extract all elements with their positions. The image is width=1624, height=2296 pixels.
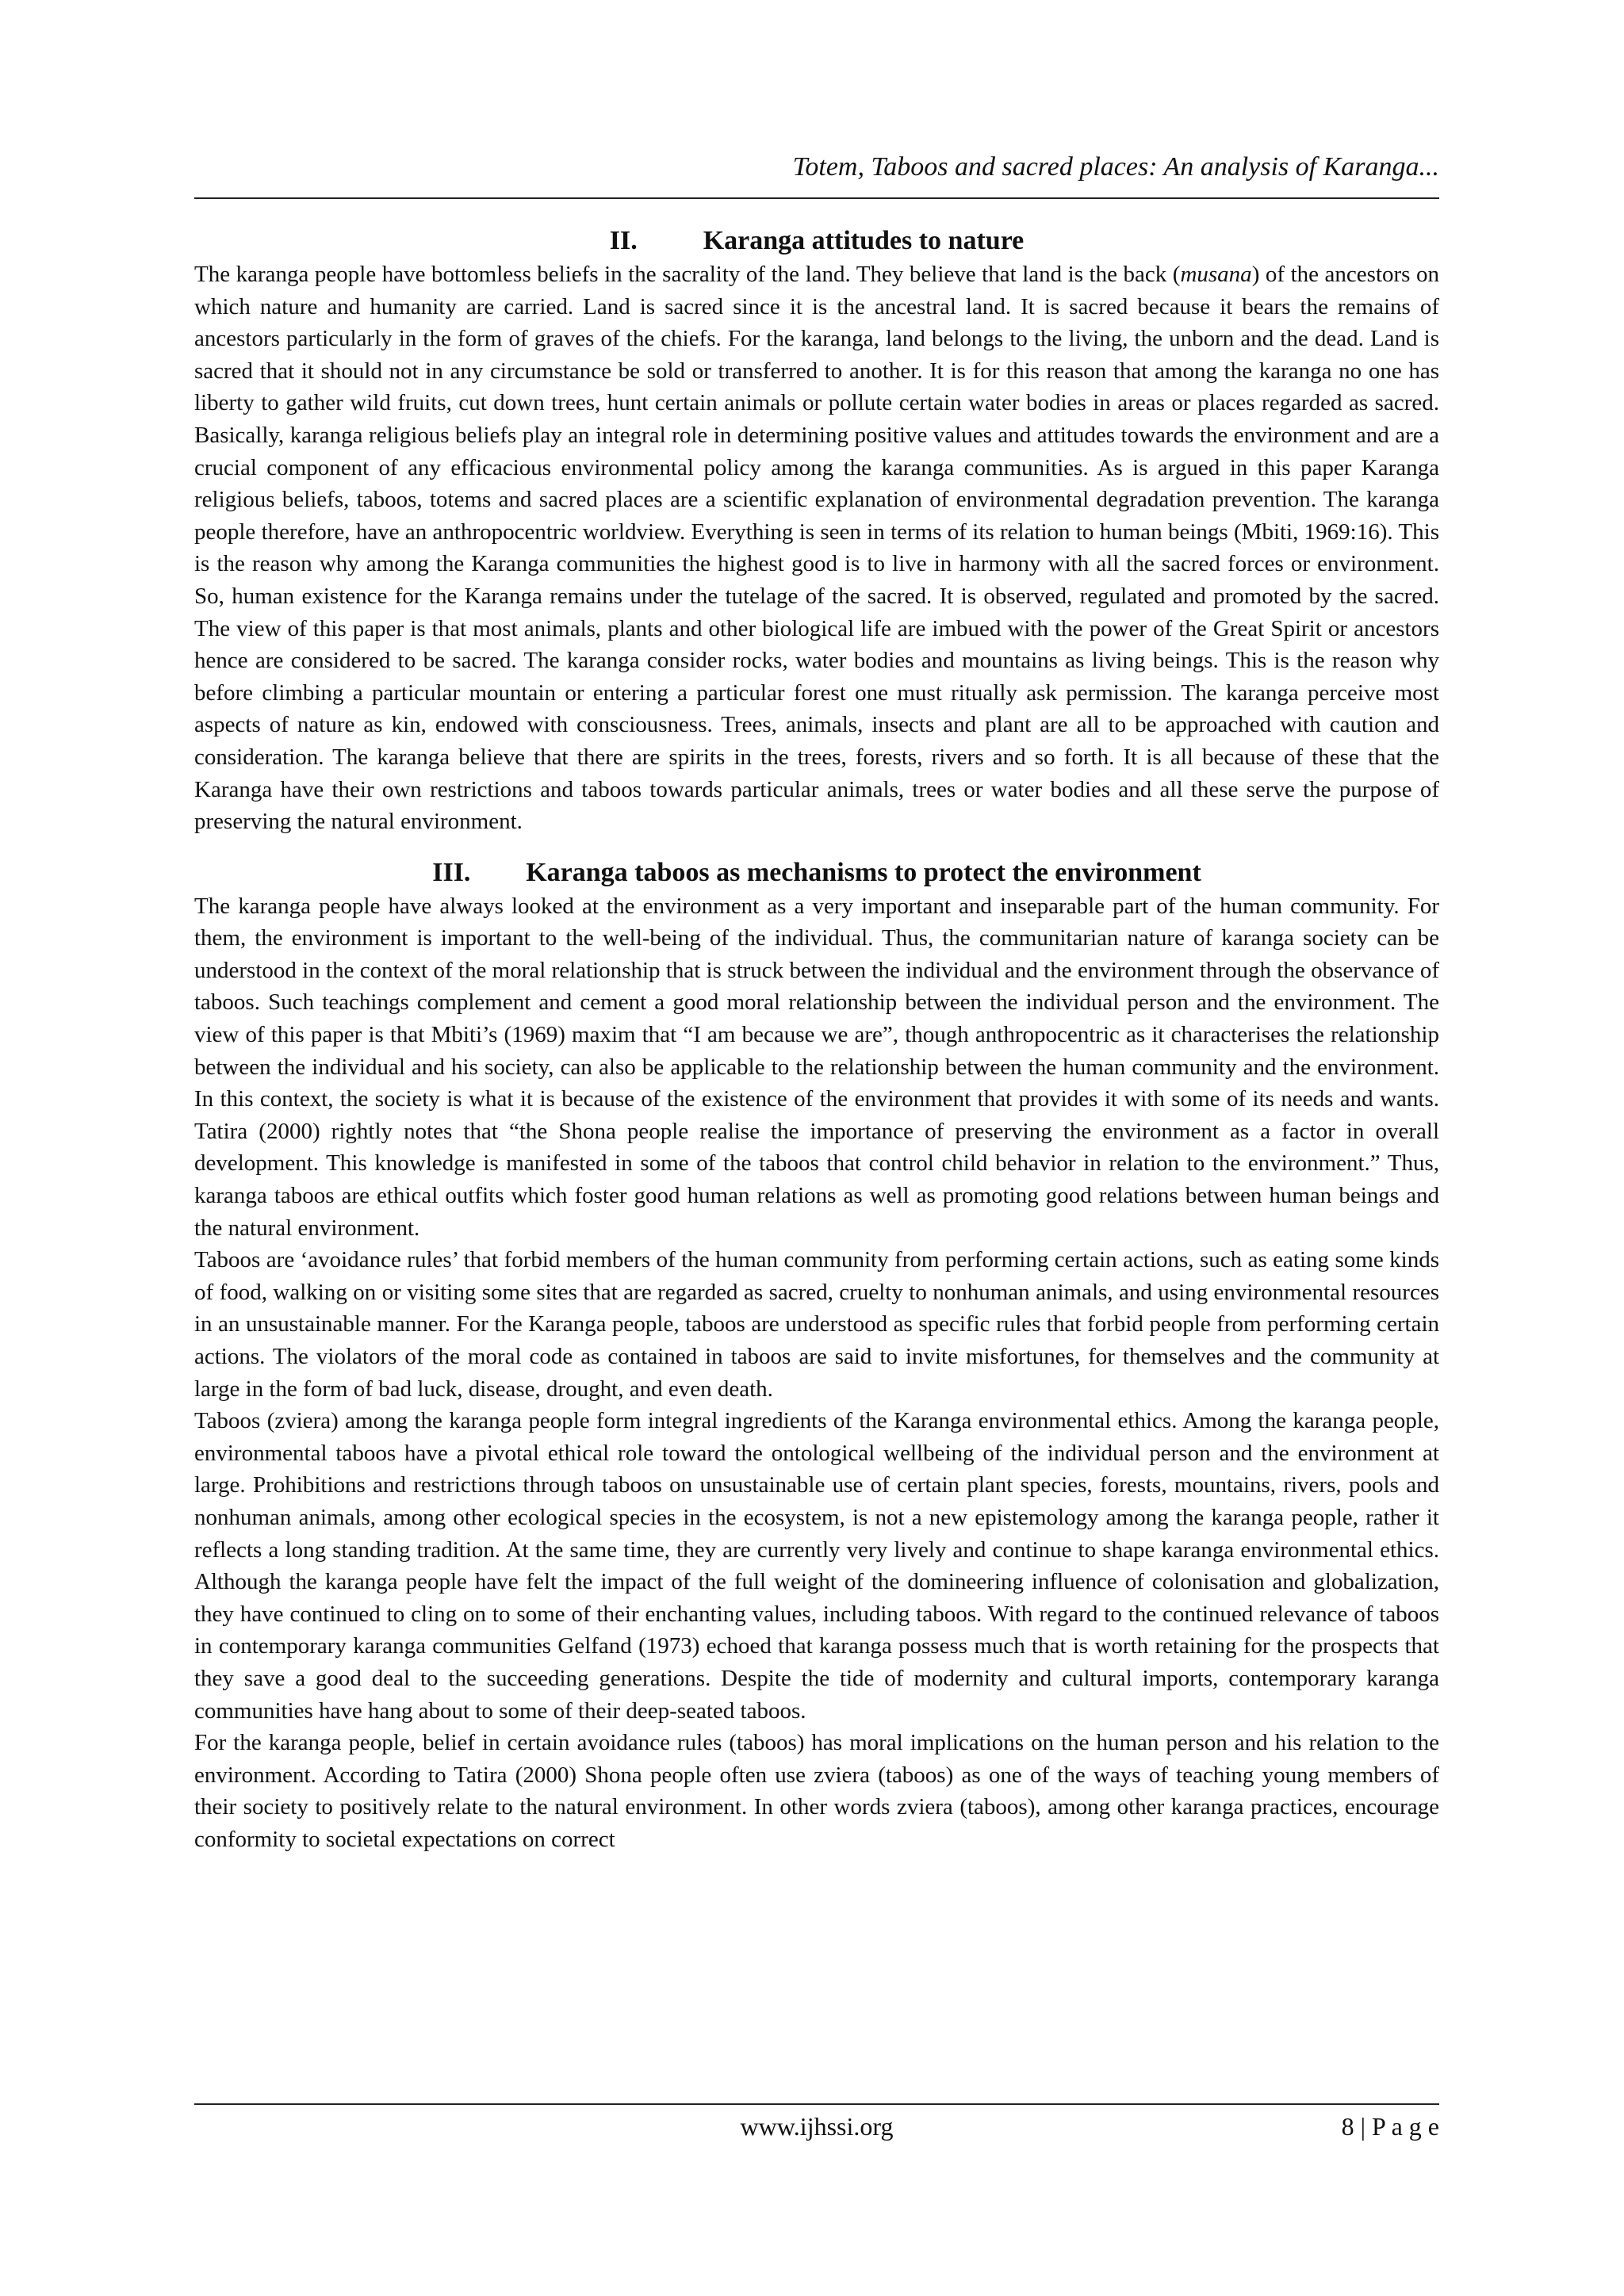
section-number: II. [609, 226, 638, 255]
paragraph: Taboos (zviera) among the karanga people form integral ingredients of the Karanga environmental ethics. Among the karanga people, environmental taboos have a pivotal ethical role toward the ontological wellbeing of the individual person and the environment at large. Prohibitions and restrictions through taboos on unsustainable use of certain plant species, forests, mountains, rivers, pools and nonhuman animals, among other ecological species in the ecosystem, is not a new epistemology among the karanga people, rather it reflects a long standing tradition. At the same time, they are currently very lively and continue to shape karanga environmental ethics. Although the karanga people have felt the impact of the full weight of the domineering influence of colonisation and globalization, they have continued to cling on to some of their enchanting values, including taboos. With regard to the continued relevance of taboos in contemporary karanga communities Gelfand (1973) echoed that karanga possess much that is worth retaining for the prospects that they save a good deal to the succeeding generations. Despite the tide of modernity and cultural imports, contemporary karanga communities have hang about to some of their deep-seated taboos. [194, 1408, 1439, 1724]
section-heading-3 [194, 855, 1439, 890]
paragraph: For the karanga people, belief in certain avoidance rules (taboos) has moral implications on the human person and his relation to the environment. According to Tatira (2000) Shona people often use zviera (taboos) as one of the ways of teaching young members of their society to positively relate to the natural environment. In other words zviera (taboos), among other karanga practices, encourage conformity to societal expectations on correct [194, 1730, 1439, 1852]
header-rule [194, 197, 1439, 199]
section-title: Karanga attitudes to nature [703, 226, 1025, 255]
paragraph: The karanga people have always looked at the environment as a very important and inseparable part of the human community. For them, the environment is important to the well-being of the individual. Thus, the communitarian nature of karanga society can be understood in the context of the moral relationship that is struck between the individual and the environment through the observance of taboos. Such teachings complement and cement a good moral relationship between the individual person and the environment. The view of this paper is that Mbiti’s (1969) maxim that “I am because we are”, though anthropocentric as it characterises the relationship between the individual and his society, can also be applicable to the relationship between the human community and the environment. In this context, the society is what it is because of the existence of the environment that provides it with some of its needs and wants. Tatira (2000) rightly notes that “the Shona people realise the importance of preserving the environment as a factor in overall development. This knowledge is manifested in some of the taboos that control child behavior in relation to the environment.” Thus, karanga taboos are ethical outfits which foster good human relations as well as promoting good relations between human beings and the natural environment. [194, 893, 1439, 1241]
main-content [194, 224, 1439, 1856]
page-number: 8 | P a g e [1341, 2112, 1439, 2141]
section-number: III. [432, 857, 471, 887]
paragraph [194, 258, 1439, 838]
italic-term: musana [1180, 262, 1252, 287]
footer-rule [194, 2103, 1439, 2105]
paragraph: Taboos are ‘avoidance rules’ that forbid members of the human community from performing certain actions, such as eating some kinds of food, walking on or visiting some sites that are regarded as sacred, cruelty to nonhuman animals, and using environmental resources in an unsustainable manner. For the Karanga people, taboos are understood as specific rules that forbid people from performing certain actions. The violators of the moral code as contained in taboos are said to invite misfortunes, for themselves and the community at large in the form of bad luck, disease, drought, and even death. [194, 1247, 1439, 1402]
paragraph-text: The karanga people have bottomless beliefs in the sacrality of the land. They believe that land is the back ( [194, 262, 1181, 287]
footer-website: www.ijhssi.org [740, 2112, 894, 2141]
running-header: Totem, Taboos and sacred places: An analysis of Karanga... [792, 152, 1439, 182]
section-title: Karanga taboos as mechanisms to protect the environment [526, 857, 1201, 887]
section-heading-2 [194, 224, 1439, 258]
paragraph-text: ) of the ancestors on which nature and humanity are carried. Land is sacred since it is the ancestral land. It is sacred because it bears the remains of ancestors particularly in the form of graves of the chiefs. For the karanga, land belongs to the living, the unborn and the dead. Land is sacred that it should not in any circumstance be sold or transferred to another. It is for this reason that among the karanga no one has liberty to gather wild fruits, cut down trees, hunt certain animals or pollute certain water bodies in areas or places regarded as sacred. Basically, karanga religious beliefs play an integral role in determining positive values and attitudes towards the environment and are a crucial component of any efficacious environmental policy among the karanga communities. As is argued in this paper Karanga religious beliefs, taboos, totems and sacred places are a scientific explanation of environmental degradation prevention. The karanga people therefore, have an anthropocentric worldview. Everything is seen in terms of its relation to human beings (Mbiti, 1969:16). This is the reason why among the Karanga communities the highest good is to live in harmony with all the sacred forces or environment. So, human existence for the Karanga remains under the tutelage of the sacred. It is observed, regulated and promoted by the sacred. The view of this paper is that most animals, plants and other biological life are imbued with the power of the Great Spirit or ancestors hence are considered to be sacred. The karanga consider rocks, water bodies and mountains as living beings. This is the reason why before climbing a particular mountain or entering a particular forest one must ritually ask permission. The karanga perceive most aspects of nature as kin, endowed with consciousness. Trees, animals, insects and plant are all to be approached with caution and consideration. The karanga believe that there are spirits in the trees, forests, rivers and so forth. It is all because of these that the Karanga have their own restrictions and taboos towards particular animals, trees or water bodies and all these serve the purpose of preserving the natural environment. [194, 262, 1439, 835]
